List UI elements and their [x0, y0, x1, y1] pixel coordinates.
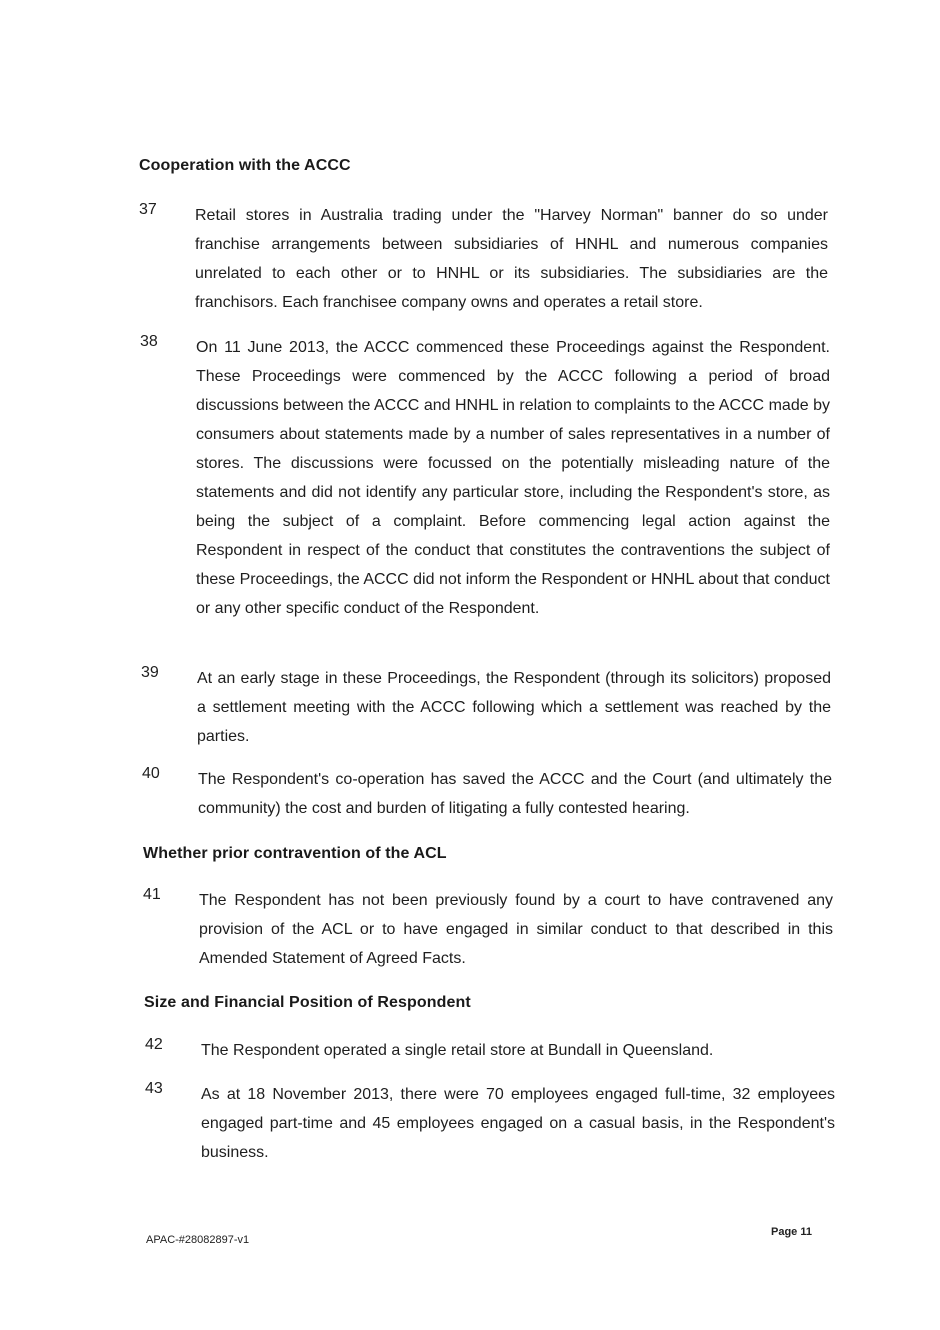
section-heading-prior-contravention: Whether prior contravention of the ACL [143, 845, 447, 862]
paragraph-number: 39 [141, 664, 159, 681]
paragraph-40 [142, 765, 834, 827]
paragraph-text: As at 18 November 2013, there were 70 employees engaged full-time, 32 employees engaged part-time and 45 employees engaged on a casual basis, in the Respondent's business. [201, 1086, 835, 1161]
paragraph-number: 42 [145, 1036, 163, 1053]
paragraph-number: 40 [142, 765, 160, 782]
paragraph-39 [141, 664, 833, 754]
paragraph-number: 37 [139, 201, 157, 218]
document-reference: APAC-#28082897-v1 [146, 1234, 250, 1246]
paragraph-41 [143, 886, 835, 976]
paragraph-text: On 11 June 2013, the ACCC commenced these Proceedings against the Respondent. These Proceedings were commenced by the ACCC following a period of broad discussions between the ACCC and HNHL in relation to complaints to the ACCC made by consumers about statements made by a number of sales representatives in a number of stores. The discussions were focussed on the potentially misleading nature of the statements and did not identify any particular store, including the Respondent's store, as being the subject of a complaint. Before commencing legal action against the Respondent in respect of the conduct that constitutes the contraventions the subject of these Proceedings, the ACCC did not inform the Respondent or HNHL about that conduct or any other specific conduct of the Respondent. [196, 339, 830, 617]
paragraph-text: Retail stores in Australia trading under the "Harvey Norman" banner do so under franchise arrangements between subsidiaries of HNHL and numerous companies unrelated to each other or to HNHL or its subsidiaries. The subsidiaries are the franchisors. Each franchisee company owns and operates a retail store. [195, 207, 828, 311]
paragraph-number: 43 [145, 1080, 163, 1097]
paragraph-37 [139, 201, 831, 313]
paragraph-text: The Respondent's co-operation has saved the ACCC and the Court (and ultimately the community) the cost and burden of litigating a fully contested hearing. [198, 771, 832, 817]
paragraph-text: The Respondent has not been previously found by a court to have contravened any provision of the ACL or to have engaged in similar conduct to that described in this Amended Statement of Agreed Facts. [199, 892, 833, 967]
paragraph-38 [140, 333, 832, 643]
paragraph-number: 41 [143, 886, 161, 903]
section-heading-cooperation: Cooperation with the ACCC [139, 157, 351, 174]
section-heading-size-financial: Size and Financial Position of Respondent [144, 994, 471, 1011]
paragraph-number: 38 [140, 333, 158, 350]
paragraph-text: At an early stage in these Proceedings, the Respondent (through its solicitors) proposed a settlement meeting with the ACCC following which a settlement was reached by the parties. [197, 670, 831, 745]
paragraph-text: The Respondent operated a single retail store at Bundall in Queensland. [201, 1042, 714, 1059]
paragraph-42 [145, 1036, 837, 1066]
page-number: Page 11 [771, 1226, 812, 1238]
paragraph-43 [145, 1080, 837, 1170]
